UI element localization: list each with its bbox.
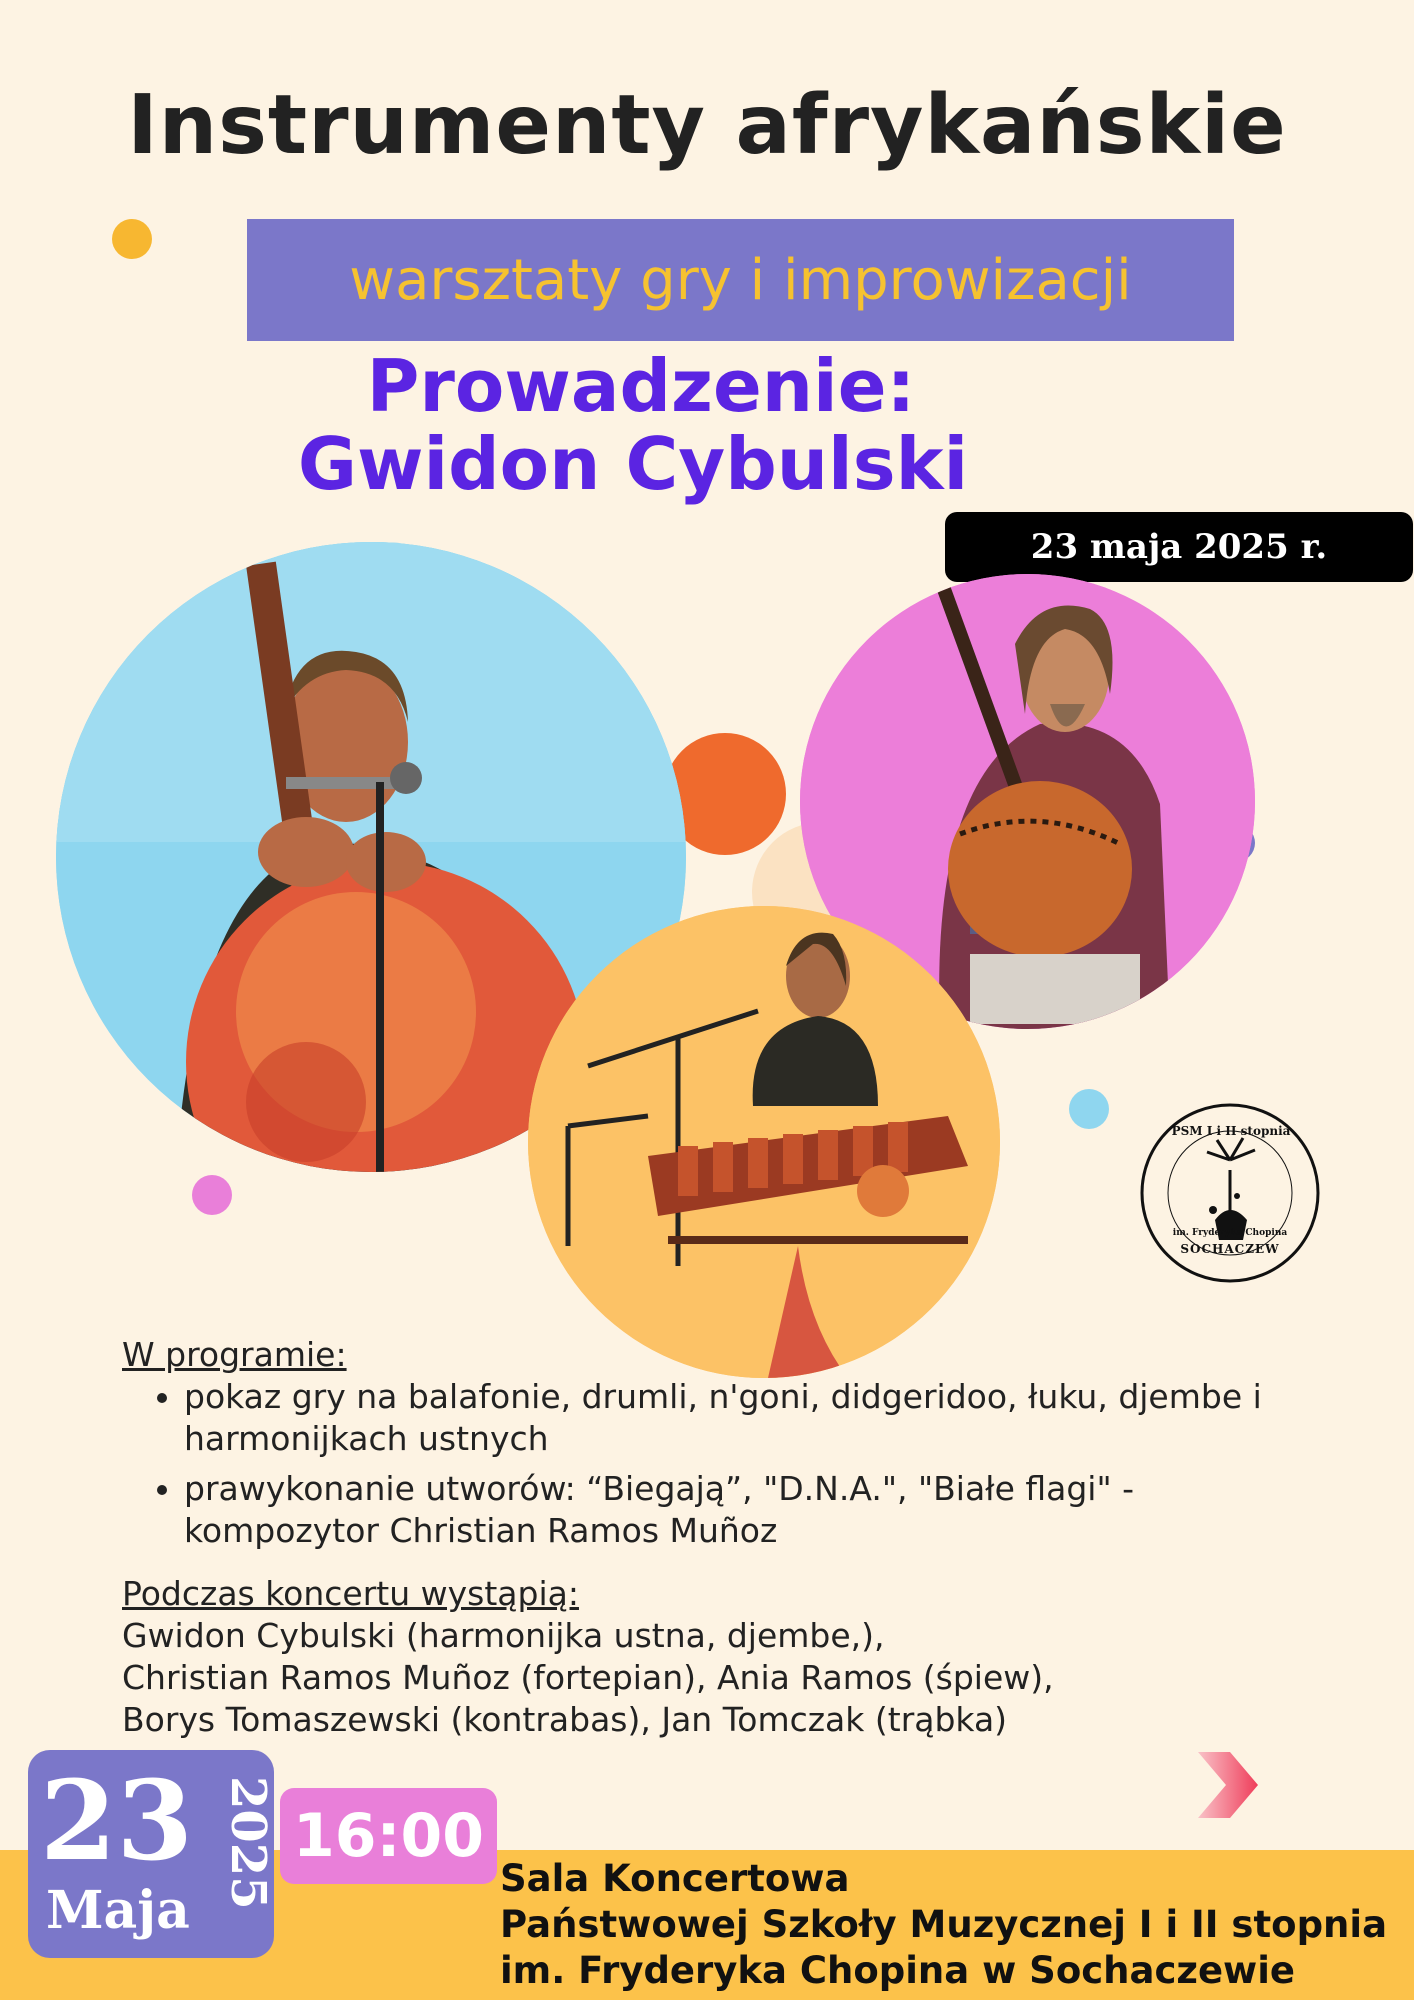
year-text: 2025 bbox=[220, 1776, 276, 1910]
day-number: 23 bbox=[40, 1756, 194, 1885]
program-item: • pokaz gry na balafonie, drumli, n'goni, didgeridoo, łuku, djembe i harmonijkach ustnych bbox=[184, 1376, 1274, 1460]
decor-dot-pink bbox=[192, 1175, 232, 1215]
decor-dot-sky bbox=[1069, 1089, 1109, 1129]
date-text: 23 maja 2025 r. bbox=[1030, 527, 1328, 567]
logo-bottom-text: im. Fryderyka Chopina bbox=[1172, 1228, 1288, 1238]
performers-line: Borys Tomaszewski (kontrabas), Jan Tomczak (trąbka) bbox=[122, 1700, 1008, 1739]
performers-section bbox=[122, 1573, 1322, 1741]
decor-dot-yellow bbox=[112, 219, 152, 259]
performers-line: Gwidon Cybulski (harmonijka ustna, djembe,), bbox=[122, 1616, 885, 1655]
logo-city: SOCHACZEW bbox=[1180, 1242, 1280, 1256]
program-list bbox=[122, 1376, 1322, 1552]
venue-line: Sala Koncertowa bbox=[500, 1857, 850, 1900]
subtitle-text: warsztaty gry i improwizacji bbox=[349, 247, 1132, 313]
month-name: Maja bbox=[46, 1880, 190, 1941]
lead-line-2: Gwidon Cybulski bbox=[297, 422, 969, 506]
lead-line-1: Prowadzenie: bbox=[366, 344, 916, 428]
program-heading: W programie: bbox=[122, 1335, 347, 1374]
logo-top-text: PSM I i II stopnia bbox=[1171, 1124, 1291, 1138]
program-item: • prawykonanie utworów: “Biegają”, "D.N.A.", "Białe flagi" - kompozytor Christian Ramos Muñoz bbox=[184, 1468, 1184, 1552]
chevron-right-icon bbox=[1196, 1750, 1260, 1820]
poster-title: Instrumenty afrykańskie bbox=[127, 78, 1287, 173]
school-logo bbox=[1137, 1100, 1323, 1286]
venue-line: im. Fryderyka Chopina w Sochaczewie bbox=[500, 1949, 1296, 1992]
performers-heading: Podczas koncertu wystąpią: bbox=[122, 1574, 579, 1613]
performers-line: Christian Ramos Muñoz (fortepian), Ania Ramos (śpiew), bbox=[122, 1658, 1054, 1697]
venue-line: Państwowej Szkoły Muzycznej I i II stopnia bbox=[500, 1903, 1388, 1946]
date-badge bbox=[945, 512, 1413, 582]
time-badge bbox=[280, 1788, 497, 1884]
subtitle-banner bbox=[247, 219, 1234, 341]
program-section bbox=[122, 1334, 1322, 1552]
photo-musician-balafon bbox=[528, 906, 1000, 1378]
photo-musician-balafon-illustration bbox=[528, 906, 1000, 1378]
time-text: 16:00 bbox=[293, 1801, 484, 1871]
venue-block bbox=[500, 1856, 1387, 1994]
